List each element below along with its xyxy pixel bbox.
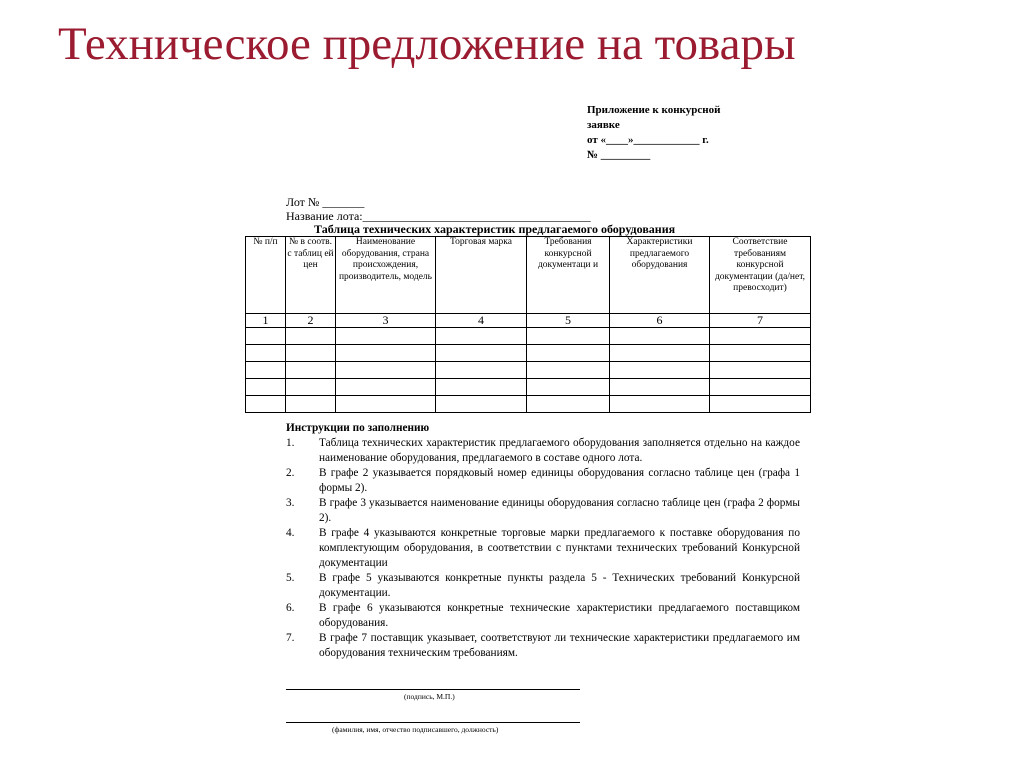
instructions-list — [286, 436, 800, 661]
empty-cell — [336, 362, 436, 379]
instructions-heading: Инструкции по заполнению — [286, 422, 430, 434]
empty-cell — [286, 396, 336, 413]
item-number: 4. — [286, 527, 295, 539]
signature-line — [286, 689, 580, 690]
page-title: Техническое предложение на товары — [58, 18, 796, 70]
list-item — [286, 631, 800, 661]
empty-cell — [246, 396, 286, 413]
header-cell: Наименование оборудования, страна происхождения, производитель, модель — [336, 237, 436, 314]
appendix-line: заявке — [587, 119, 620, 131]
empty-cell — [286, 379, 336, 396]
empty-cell — [527, 362, 610, 379]
table-row — [246, 345, 811, 362]
item-number: 2. — [286, 467, 295, 479]
column-number: 1 — [246, 314, 286, 328]
instructions — [286, 421, 800, 661]
empty-cell — [710, 345, 811, 362]
item-number: 3. — [286, 497, 295, 509]
empty-cell — [436, 396, 527, 413]
header-cell: Торговая марка — [436, 237, 527, 314]
empty-cell — [336, 396, 436, 413]
appendix-number-line: № _________ — [587, 149, 651, 161]
lot-number: Лот № _______ — [286, 195, 365, 209]
empty-cell — [710, 362, 811, 379]
empty-cell — [610, 328, 710, 345]
item-text: В графе 5 указываются конкретные пункты раздела 5 - Технических требований Конкурсной документации. — [319, 572, 800, 599]
item-text: В графе 4 указываются конкретные торговые марки предлагаемого к поставке оборудования по комплектующим оборудования, в соответствии с пунктами технических требований Конкурсной документации — [319, 527, 800, 569]
empty-cell — [710, 328, 811, 345]
item-number: 5. — [286, 572, 295, 584]
name-caption: (фамилия, имя, отчество подписавшего, должность) — [332, 725, 499, 734]
item-text: В графе 7 поставщик указывает, соответствуют ли технические характеристики предлагаемого им оборудования техническим требованиям. — [319, 632, 800, 659]
appendix-header — [587, 103, 787, 163]
item-number: 7. — [286, 632, 295, 644]
item-number: 6. — [286, 602, 295, 614]
empty-cell — [527, 328, 610, 345]
lot-block — [286, 195, 591, 223]
table-caption: Таблица технических характеристик предлагаемого оборудования — [314, 222, 676, 236]
empty-cell — [436, 362, 527, 379]
list-item — [286, 436, 800, 466]
empty-cell — [286, 362, 336, 379]
lot-name: Название лота:______________________________________ — [286, 209, 591, 223]
empty-cell — [610, 379, 710, 396]
name-line — [286, 722, 580, 723]
empty-cell — [527, 345, 610, 362]
item-number: 1. — [286, 437, 295, 449]
empty-cell — [246, 379, 286, 396]
header-cell: № п/п — [246, 237, 286, 314]
signature-caption: (подпись, М.П.) — [404, 692, 455, 701]
item-text: Таблица технических характеристик предлагаемого оборудования заполняется отдельно на каждое наименование оборудования, предлагаемого в составе одного лота. — [319, 437, 800, 464]
list-item — [286, 526, 800, 571]
empty-cell — [610, 345, 710, 362]
item-text: В графе 3 указывается наименование единицы оборудования согласно таблице цен (графа 2 формы 2). — [319, 497, 800, 524]
spec-table — [245, 236, 811, 413]
empty-cell — [246, 345, 286, 362]
list-item — [286, 496, 800, 526]
empty-cell — [246, 328, 286, 345]
column-number: 5 — [527, 314, 610, 328]
column-number: 3 — [336, 314, 436, 328]
header-cell: Требования конкурсной документаци и — [527, 237, 610, 314]
empty-cell — [336, 328, 436, 345]
list-item — [286, 466, 800, 496]
header-cell: № в соотв. с таблиц ей цен — [286, 237, 336, 314]
appendix-line: Приложение к конкурсной — [587, 104, 721, 116]
empty-cell — [286, 345, 336, 362]
empty-cell — [336, 379, 436, 396]
empty-cell — [436, 328, 527, 345]
column-number: 6 — [610, 314, 710, 328]
column-number-row — [246, 314, 811, 328]
empty-cell — [610, 396, 710, 413]
table-row — [246, 396, 811, 413]
empty-cell — [527, 379, 610, 396]
empty-cell — [436, 379, 527, 396]
column-number: 2 — [286, 314, 336, 328]
empty-cell — [336, 345, 436, 362]
appendix-date-line: от «____»____________ г. — [587, 134, 709, 146]
header-cell: Соответствие требованиям конкурсной документации (да/нет, превосходит) — [710, 237, 811, 314]
empty-cell — [527, 396, 610, 413]
empty-cell — [436, 345, 527, 362]
table-row — [246, 362, 811, 379]
list-item — [286, 571, 800, 601]
column-number: 7 — [710, 314, 811, 328]
table-header-row — [246, 237, 811, 314]
empty-cell — [246, 362, 286, 379]
empty-cell — [710, 379, 811, 396]
item-text: В графе 2 указывается порядковый номер единицы оборудования согласно таблице цен (графа 1 формы 2). — [319, 467, 800, 494]
column-number: 4 — [436, 314, 527, 328]
table-row — [246, 328, 811, 345]
empty-cell — [610, 362, 710, 379]
table-row — [246, 379, 811, 396]
item-text: В графе 6 указываются конкретные технические характеристики предлагаемого поставщиком оборудования. — [319, 602, 800, 629]
empty-cell — [710, 396, 811, 413]
header-cell: Характеристики предлагаемого оборудования — [610, 237, 710, 314]
empty-cell — [286, 328, 336, 345]
list-item — [286, 601, 800, 631]
